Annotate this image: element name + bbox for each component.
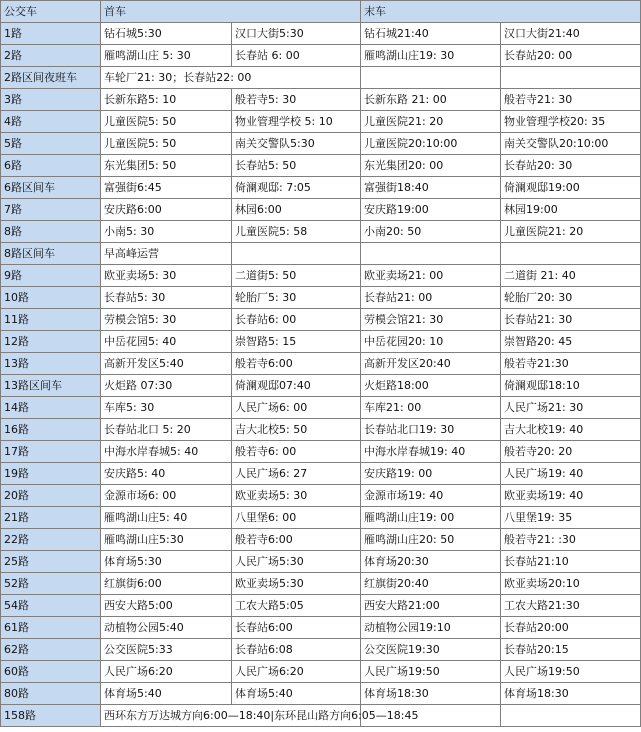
first-bus-terminal-b: 八里堡6: 00 (232, 507, 361, 529)
last-bus-terminal-a: 长春站21: 00 (361, 287, 501, 309)
route-name: 52路 (1, 573, 101, 595)
last-bus-terminal-b: 倚澜观邸19:00 (501, 177, 641, 199)
table-row (1, 199, 641, 221)
table-row (1, 705, 641, 727)
first-bus-terminal-b: 长春站6:00 (232, 617, 361, 639)
last-bus-terminal-b: 体育场18:30 (501, 683, 641, 705)
last-bus-terminal-a: 富强街18:40 (361, 177, 501, 199)
last-bus-terminal-a (361, 243, 501, 265)
table-row (1, 89, 641, 111)
route-name: 1路 (1, 23, 101, 45)
route-name: 6路区间车 (1, 177, 101, 199)
last-bus-terminal-b: 般若寺21: 30 (501, 89, 641, 111)
first-bus-terminal-b: 倚澜观邸07:40 (232, 375, 361, 397)
table-row (1, 265, 641, 287)
last-bus-terminal-a: 雁鸣湖山庄19: 00 (361, 507, 501, 529)
route-name: 8路 (1, 221, 101, 243)
last-bus-terminal-b: 南关交警队20:10:00 (501, 133, 641, 155)
table-row (1, 507, 641, 529)
table-row (1, 309, 641, 331)
first-bus-terminal-b: 工农大路5:05 (232, 595, 361, 617)
first-bus-terminal-b: 人民广场5:30 (232, 551, 361, 573)
route-name: 7路 (1, 199, 101, 221)
last-bus-terminal-a: 中海水岸春城19: 40 (361, 441, 501, 463)
table-row (1, 463, 641, 485)
empty-cell (361, 67, 501, 89)
first-bus-terminal-b: 儿童医院5: 58 (232, 221, 361, 243)
first-bus-terminal-a: 公交医院5:33 (101, 639, 232, 661)
first-bus-terminal-a: 劳模会馆5: 30 (101, 309, 232, 331)
last-bus-terminal-b: 长春站20: 00 (501, 45, 641, 67)
first-bus-terminal-a: 体育场5:40 (101, 683, 232, 705)
last-bus-terminal-b: 吉大北校19: 40 (501, 419, 641, 441)
last-bus-terminal-a: 体育场18:30 (361, 683, 501, 705)
last-bus-terminal-a: 人民广场19:50 (361, 661, 501, 683)
table-row (1, 67, 641, 89)
last-bus-terminal-a: 小南20: 50 (361, 221, 501, 243)
empty-cell (501, 67, 641, 89)
first-bus-terminal-b: 般若寺5: 30 (232, 89, 361, 111)
route-name: 62路 (1, 639, 101, 661)
header-first-bus: 首车 (101, 1, 361, 23)
route-name: 6路 (1, 155, 101, 177)
first-bus-terminal-a: 钻石城5:30 (101, 23, 232, 45)
table-row (1, 287, 641, 309)
last-bus-terminal-b: 般若寺20: 20 (501, 441, 641, 463)
header-row (1, 1, 641, 23)
first-bus-terminal-a: 雁鸣湖山庄 5: 30 (101, 45, 232, 67)
last-bus-terminal-b: 二道街 21: 40 (501, 265, 641, 287)
route-name: 16路 (1, 419, 101, 441)
last-bus-terminal-b: 工农大路21:30 (501, 595, 641, 617)
first-bus-terminal-b: 人民广场6:20 (232, 661, 361, 683)
first-bus-terminal-a: 儿童医院5: 50 (101, 133, 232, 155)
last-bus-terminal-b: 儿童医院21: 20 (501, 221, 641, 243)
last-bus-terminal-b: 长春站20: 30 (501, 155, 641, 177)
table-row (1, 133, 641, 155)
first-bus-terminal-b: 欧亚卖场5: 30 (232, 485, 361, 507)
header-last-bus: 末车 (361, 1, 641, 23)
first-bus-terminal-a: 车库5: 30 (101, 397, 232, 419)
table-row (1, 661, 641, 683)
table-row (1, 397, 641, 419)
first-bus-terminal-b: 人民广场6: 27 (232, 463, 361, 485)
first-bus-terminal-a: 安庆路5: 40 (101, 463, 232, 485)
route-name: 61路 (1, 617, 101, 639)
last-bus-terminal-a: 中岳花园20: 10 (361, 331, 501, 353)
last-bus-terminal-b (501, 243, 641, 265)
last-bus-terminal-a: 雁鸣湖山庄19: 30 (361, 45, 501, 67)
last-bus-terminal-a: 公交医院19:30 (361, 639, 501, 661)
last-bus-terminal-b: 人民广场21: 30 (501, 397, 641, 419)
table-row (1, 353, 641, 375)
last-bus-terminal-a: 雁鸣湖山庄20: 50 (361, 529, 501, 551)
first-bus-terminal-a: 小南5: 30 (101, 221, 232, 243)
last-bus-terminal-a: 钻石城21:40 (361, 23, 501, 45)
route-name: 13路 (1, 353, 101, 375)
last-bus-terminal-b: 长春站20:15 (501, 639, 641, 661)
last-bus-terminal-b: 汉口大街21:40 (501, 23, 641, 45)
route-name: 60路 (1, 661, 101, 683)
last-bus-terminal-b: 崇智路20: 45 (501, 331, 641, 353)
first-bus-terminal-b: 长春站6: 00 (232, 309, 361, 331)
table-row (1, 177, 641, 199)
first-bus-terminal-b: 二道街5: 50 (232, 265, 361, 287)
empty-cell (501, 705, 641, 727)
first-bus-terminal-a: 长春站北口 5: 20 (101, 419, 232, 441)
table-row (1, 155, 641, 177)
first-bus-terminal-b: 欧亚卖场5:30 (232, 573, 361, 595)
last-bus-terminal-b: 人民广场19: 40 (501, 463, 641, 485)
first-bus-terminal-b: 体育场5:40 (232, 683, 361, 705)
table-row (1, 375, 641, 397)
last-bus-terminal-a: 儿童医院21: 20 (361, 111, 501, 133)
route-name: 20路 (1, 485, 101, 507)
route-name: 4路 (1, 111, 101, 133)
first-bus-terminal-a: 红旗街6:00 (101, 573, 232, 595)
route-name: 12路 (1, 331, 101, 353)
route-name: 5路 (1, 133, 101, 155)
first-bus-terminal-a: 火炬路 07:30 (101, 375, 232, 397)
table-row (1, 683, 641, 705)
table-row (1, 23, 641, 45)
route-name: 10路 (1, 287, 101, 309)
route-name: 54路 (1, 595, 101, 617)
last-bus-terminal-a: 火炬路18:00 (361, 375, 501, 397)
route-name: 17路 (1, 441, 101, 463)
route-name: 13路区间车 (1, 375, 101, 397)
first-bus-terminal-a: 富强街6:45 (101, 177, 232, 199)
first-bus-terminal-a: 雁鸣湖山庄5:30 (101, 529, 232, 551)
first-bus-terminal-a: 雁鸣湖山庄5: 40 (101, 507, 232, 529)
first-bus-terminal-a: 儿童医院5: 50 (101, 111, 232, 133)
last-bus-terminal-a: 劳模会馆21: 30 (361, 309, 501, 331)
last-bus-terminal-b: 长春站20:00 (501, 617, 641, 639)
table-row (1, 551, 641, 573)
last-bus-terminal-a: 长新东路 21: 00 (361, 89, 501, 111)
last-bus-terminal-b: 八里堡19: 35 (501, 507, 641, 529)
last-bus-terminal-a: 安庆路19:00 (361, 199, 501, 221)
first-bus-terminal-a: 西安大路5:00 (101, 595, 232, 617)
table-row (1, 221, 641, 243)
route-name: 11路 (1, 309, 101, 331)
last-bus-terminal-b: 人民广场19:50 (501, 661, 641, 683)
table-row (1, 617, 641, 639)
route-name: 3路 (1, 89, 101, 111)
route-name: 14路 (1, 397, 101, 419)
header-route: 公交车 (1, 1, 101, 23)
table-row (1, 485, 641, 507)
route-name: 9路 (1, 265, 101, 287)
first-bus-terminal-b: 般若寺6:00 (232, 529, 361, 551)
last-bus-terminal-a: 儿童医院20:10:00 (361, 133, 501, 155)
table-row (1, 529, 641, 551)
first-bus-terminal-a: 东光集团5: 50 (101, 155, 232, 177)
first-bus-terminal-a: 安庆路6:00 (101, 199, 232, 221)
first-bus-terminal-a: 动植物公园5:40 (101, 617, 232, 639)
first-bus-terminal-a: 金源市场6: 00 (101, 485, 232, 507)
last-bus-terminal-a: 长春站北口19: 30 (361, 419, 501, 441)
table-row (1, 45, 641, 67)
table-row (1, 441, 641, 463)
first-bus-terminal-b: 长春站6:08 (232, 639, 361, 661)
last-bus-terminal-a: 高新开发区20:40 (361, 353, 501, 375)
first-bus-terminal-b: 般若寺6:00 (232, 353, 361, 375)
first-bus-terminal-a: 体育场5:30 (101, 551, 232, 573)
last-bus-terminal-b: 轮胎厂20: 30 (501, 287, 641, 309)
first-bus-terminal-a: 欧亚卖场5: 30 (101, 265, 232, 287)
first-bus-terminal-a: 中海水岸春城5: 40 (101, 441, 232, 463)
first-bus-terminal-b: 吉大北校5: 50 (232, 419, 361, 441)
first-bus-terminal-b (232, 243, 361, 265)
last-bus-terminal-a: 西安大路21:00 (361, 595, 501, 617)
first-bus-terminal-a: 早高峰运营 (101, 243, 232, 265)
route-name: 2路 (1, 45, 101, 67)
first-bus-terminal-a: 长春站5: 30 (101, 287, 232, 309)
table-row (1, 243, 641, 265)
first-bus-terminal-b: 轮胎厂5: 30 (232, 287, 361, 309)
route-name: 19路 (1, 463, 101, 485)
table-row (1, 573, 641, 595)
route-name: 25路 (1, 551, 101, 573)
first-bus-terminal-a: 中岳花园5: 40 (101, 331, 232, 353)
last-bus-terminal-b: 欧亚卖场20:10 (501, 573, 641, 595)
last-bus-terminal-a: 体育场20:30 (361, 551, 501, 573)
last-bus-terminal-b: 长春站21:10 (501, 551, 641, 573)
route-name: 21路 (1, 507, 101, 529)
table-row (1, 331, 641, 353)
schedule-note: 车轮厂21: 30；长春站22: 00 (101, 67, 361, 89)
last-bus-terminal-b: 欧亚卖场19: 40 (501, 485, 641, 507)
last-bus-terminal-a: 车库21: 00 (361, 397, 501, 419)
last-bus-terminal-a: 红旗街20:40 (361, 573, 501, 595)
first-bus-terminal-b: 倚澜观邸: 7:05 (232, 177, 361, 199)
first-bus-terminal-a: 人民广场6:20 (101, 661, 232, 683)
route-name: 8路区间车 (1, 243, 101, 265)
last-bus-terminal-b: 倚澜观邸18:10 (501, 375, 641, 397)
last-bus-terminal-a: 金源市场19: 40 (361, 485, 501, 507)
route-name: 80路 (1, 683, 101, 705)
first-bus-terminal-a: 长新东路5: 10 (101, 89, 232, 111)
table-row (1, 595, 641, 617)
first-bus-terminal-b: 汉口大街5:30 (232, 23, 361, 45)
last-bus-terminal-b: 林园19:00 (501, 199, 641, 221)
last-bus-terminal-a: 东光集团20: 00 (361, 155, 501, 177)
last-bus-terminal-a: 动植物公园19:10 (361, 617, 501, 639)
first-bus-terminal-a: 高新开发区5:40 (101, 353, 232, 375)
first-bus-terminal-b: 南关交警队5:30 (232, 133, 361, 155)
route-name: 2路区间夜班车 (1, 67, 101, 89)
last-bus-terminal-b: 般若寺21:30 (501, 353, 641, 375)
route-name: 22路 (1, 529, 101, 551)
table-row (1, 419, 641, 441)
first-bus-terminal-b: 物业管理学校 5: 10 (232, 111, 361, 133)
last-bus-terminal-a: 欧亚卖场21: 00 (361, 265, 501, 287)
last-bus-terminal-b: 长春站21: 30 (501, 309, 641, 331)
table-row (1, 639, 641, 661)
last-bus-terminal-a: 安庆路19: 00 (361, 463, 501, 485)
first-bus-terminal-b: 林园6:00 (232, 199, 361, 221)
schedule-note: 西环东方万达城方向6:00—18:40|东环昆山路方向6:05—18:45 (101, 705, 361, 727)
first-bus-terminal-b: 人民广场6: 00 (232, 397, 361, 419)
table-row (1, 111, 641, 133)
first-bus-terminal-b: 般若寺6: 00 (232, 441, 361, 463)
route-name: 158路 (1, 705, 101, 727)
first-bus-terminal-b: 长春站5: 50 (232, 155, 361, 177)
last-bus-terminal-b: 般若寺21: :30 (501, 529, 641, 551)
last-bus-terminal-b: 物业管理学校20: 35 (501, 111, 641, 133)
first-bus-terminal-b: 崇智路5: 15 (232, 331, 361, 353)
first-bus-terminal-b: 长春站 6: 00 (232, 45, 361, 67)
